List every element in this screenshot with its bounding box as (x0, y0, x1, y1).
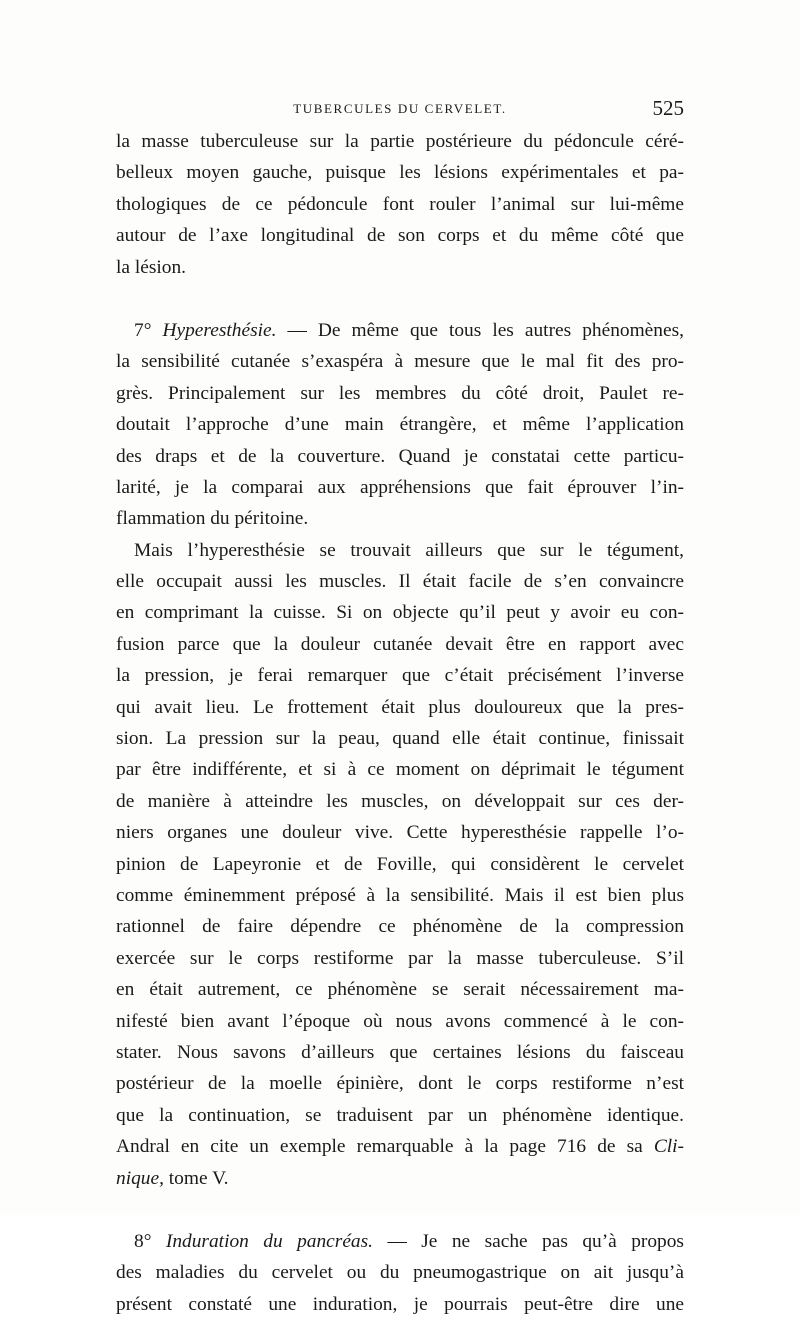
section-gap (116, 283, 684, 315)
page-number: 525 (652, 96, 684, 120)
text-line: larité, je la comparai aux appréhensions que fait éprouver l’in- (116, 476, 684, 498)
section-heading-line (116, 315, 684, 346)
text-line: en comprimant la cuisse. Si on objecte qu’il peut y avoir eu con- (116, 602, 684, 624)
text-line: des draps et de la couverture. Quand je constatai cette particu- (116, 445, 684, 467)
text-line: la lésion. (116, 256, 187, 278)
text-line (116, 1163, 684, 1194)
text-line: nifesté bien avant l’époque où nous avons commencé à le con- (116, 1010, 684, 1032)
text-line: par être indifférente, et si à ce moment on déprimait le tégument (116, 759, 684, 781)
text-line: elle occupait aussi les muscles. Il était facile de s’en convaincre (116, 571, 684, 593)
text-line: présent constaté une induration, je pourrais peut-être dire une (116, 1293, 684, 1315)
text-line: en était autrement, ce phénomène se serait nécessairement ma- (116, 979, 684, 1001)
text-line: sion. La pression sur la peau, quand elle était continue, finissait (116, 728, 684, 750)
section-title: Hyperesthésie. (162, 319, 277, 341)
book-title-fragment: nique, (116, 1167, 164, 1189)
text-line: exercée sur le corps restiforme par la masse tuberculeuse. S’il (116, 947, 684, 969)
text-line (116, 1131, 684, 1162)
text-line: doutait l’approche d’une main étrangère, et même l’application (116, 414, 684, 436)
text-fragment: tome V. (168, 1167, 229, 1189)
text-line: Mais l’hyperesthésie se trouvait ailleurs que sur le tégument, (134, 539, 684, 561)
text-line: la pression, je ferai remarquer que c’était précisément l’inverse (116, 665, 684, 687)
book-title-fragment: Cli- (653, 1136, 684, 1158)
text-line: que la continuation, se traduisent par un phénomène identique. (116, 1104, 684, 1126)
text-line: grès. Principalement sur les membres du côté droit, Paulet re- (116, 382, 684, 404)
text-line: niers organes une douleur vive. Cette hyperesthésie rappelle l’o- (116, 822, 684, 844)
section-gap (116, 1194, 684, 1226)
section-title: Induration du pancréas. (165, 1230, 374, 1252)
text-line: la sensibilité cutanée s’exaspéra à mesure que le mal fit des pro- (116, 351, 684, 373)
text-fragment: Andral en cite un exemple remarquable à la page 716 de sa (116, 1136, 643, 1158)
text-line: qui avait lieu. Le frottement était plus douloureux que la pres- (116, 696, 684, 718)
body-text (116, 126, 684, 1320)
text-line: flammation du péritoine. (116, 508, 309, 530)
text-line: fusion parce que la douleur cutanée devait être en rapport avec (116, 633, 684, 655)
text-line: comme éminemment préposé à la sensibilité. Mais il est bien plus (116, 884, 684, 906)
text-line: belleux moyen gauche, puisque les lésions expérimentales et pa- (116, 162, 684, 184)
running-title: TUBERCULES DU CERVELET. (293, 101, 507, 116)
text-line: la masse tuberculeuse sur la partie postérieure du pédoncule céré- (116, 131, 684, 152)
text-fragment: — Je ne sache pas qu’à propos (387, 1230, 684, 1252)
running-head (116, 96, 684, 122)
text-line: postérieur de la moelle épinière, dont le corps restiforme n’est (116, 1073, 684, 1095)
text-line: de manière à atteindre les muscles, on développait sur ces der- (116, 790, 684, 812)
text-line: thologiques de ce pédoncule font rouler l’animal sur lui-même (116, 193, 684, 215)
text-line: autour de l’axe longitudinal de son corps et du même côté que (116, 225, 684, 247)
text-line: rationnel de faire dépendre ce phénomène de la compression (116, 916, 684, 938)
section-number: 8° (134, 1230, 152, 1252)
section-heading-line (116, 1226, 684, 1257)
text-line: stater. Nous savons d’ailleurs que certaines lésions du faisceau (116, 1041, 684, 1063)
section-number: 7° (134, 319, 152, 341)
text-fragment: — De même que tous les autres phénomènes, (287, 319, 684, 341)
text-line: pinion de Lapeyronie et de Foville, qui considèrent le cervelet (116, 853, 684, 875)
text-line: des maladies du cervelet ou du pneumogastrique on ait jusqu’à (116, 1262, 684, 1284)
